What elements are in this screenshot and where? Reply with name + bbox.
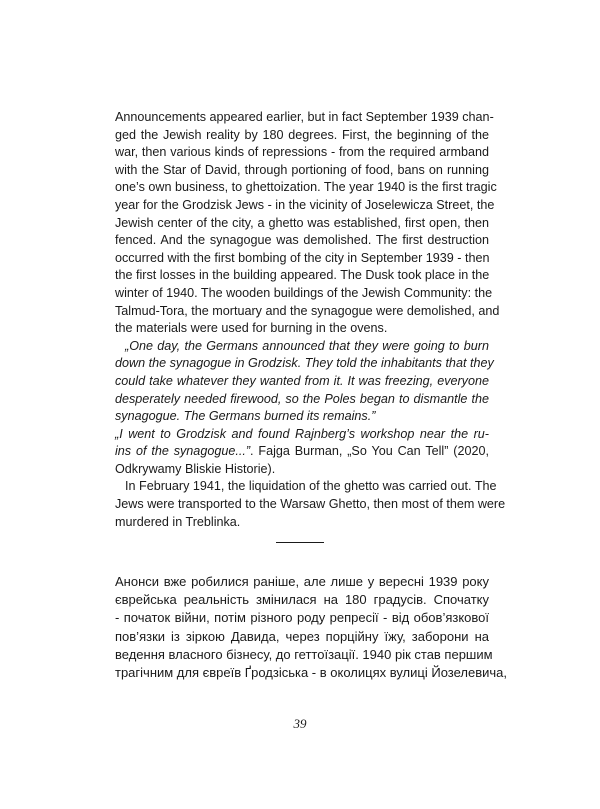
text-line: In February 1941, the liquidation of the ghetto was carried out. The [125, 479, 497, 494]
text-line: Jews were transported to the Warsaw Ghetto, then most of them were [115, 497, 506, 512]
english-paragraph-3 [115, 478, 506, 531]
citation-line [115, 443, 489, 461]
quote-line: down the synagogue in Grodzisk. They told the inhabitants that they [115, 356, 494, 371]
quote-line: could take whatever they wanted from it. It was freezing, everyone [115, 373, 489, 388]
text-line: fenced. And the synagogue was demolished. The first destruction [115, 233, 489, 248]
text-line: ведення власного бізнесу, до геттоїзації. 1940 рік став першим [115, 646, 493, 662]
citation-line: Odkrywamy Bliskie Historie). [115, 461, 276, 476]
text-line: with the Star of David, through portioning of food, bans on running [115, 162, 489, 177]
citation-source: . Fajga Burman, „So You Can Tell” (2020, [250, 444, 489, 459]
text-line: Анонси вже робилися раніше, але лише у вересні 1939 року [115, 574, 489, 589]
quote-line: „I went to Grodzisk and found Rajnberg’s workshop near the ru- [115, 426, 489, 441]
quote-citation [115, 426, 489, 479]
text-line: Announcements appeared earlier, but in fact September 1939 chan- [115, 110, 494, 124]
text-line: war, then various kinds of repressions - from the required armband [115, 145, 489, 160]
english-text-block [115, 109, 506, 531]
ukrainian-text-block [115, 573, 507, 682]
text-line: Jewish center of the city, a ghetto was established, first open, then [115, 215, 489, 230]
text-line: winter of 1940. The wooden buildings of the Jewish Community: the [115, 285, 493, 300]
text-line: occurred with the first bombing of the city in September 1939 - then [115, 250, 490, 265]
text-line: Talmud-Tora, the mortuary and the synagogue were demolished, and [115, 303, 500, 318]
text-line: трагічним для євреїв Ґродзіська - в околицях вулиці Йозелевича, [115, 665, 507, 681]
text-line: murdered in Treblinka. [115, 514, 241, 529]
italic-quote [115, 338, 494, 426]
text-line: one’s own business, to ghettoization. The year 1940 is the first tragic [115, 180, 497, 195]
quote-line: „One day, the Germans announced that they were going to burn [125, 338, 489, 353]
text-line: the first losses in the building appeared. The Dusk took place in the [115, 268, 490, 283]
quote-line: desperately needed firewood, so the Poles began to dismantle the [115, 391, 489, 406]
text-line: єврейська реальність змінилася на 180 градусів. Спочатку [115, 592, 489, 608]
quote-fragment: ins of the synagogue...” [115, 444, 251, 459]
english-paragraph-1 [115, 109, 500, 338]
text-line: - початок війни, потім різного роду репресії - від обов’язкової [115, 610, 489, 626]
section-divider [276, 542, 324, 543]
text-line: the materials were used for burning in the ovens. [115, 321, 388, 336]
page-number: 39 [293, 716, 307, 731]
text-line: year for the Grodzisk Jews - in the vicinity of Joselewicza Street, the [115, 197, 495, 212]
text-line: пов’язки із зіркою Давида, через порційну їжу, заборони на [115, 628, 489, 644]
quote-line: synagogue. The Germans burned its remains.” [115, 409, 376, 424]
text-line: ged the Jewish reality by 180 degrees. First, the beginning of the [115, 127, 489, 142]
